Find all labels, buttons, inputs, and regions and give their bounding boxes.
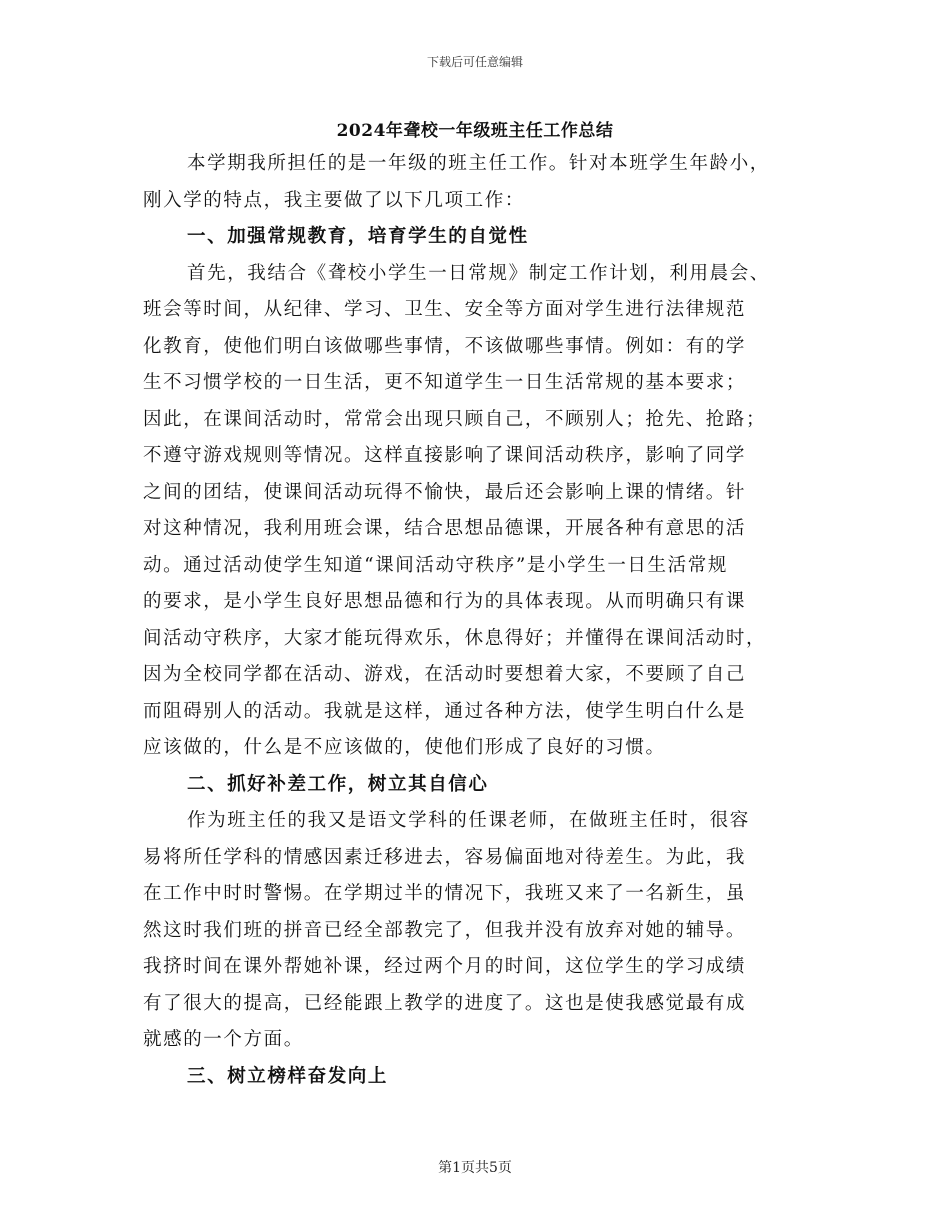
paragraph-line: 本学期我所担任的是一年级的班主任工作。针对本班学生年龄小， — [187, 153, 770, 174]
paragraph-line: 应该做的，什么是不应该做的，使他们形成了良好的习惯。 — [143, 737, 666, 758]
paragraph-line: 作为班主任的我又是语文学科的任课老师，在做班主任时，很容 — [187, 810, 750, 831]
paragraph-line: 易将所任学科的情感因素迁移进去，容易偏面地对待差生。为此，我 — [143, 846, 747, 868]
paragraph-line: 动。通过活动使学生知道“课间活动守秩序”是小学生一日生活常规 — [143, 554, 728, 576]
section-heading: 三、树立榜样奋发向上 — [187, 1065, 389, 1087]
paragraph-line: 因为全校同学都在活动、游戏，在活动时要想着大家，不要顾了自己 — [143, 664, 747, 685]
paragraph-line: 生不习惯学校的一日生活，更不知道学生一日生活常规的基本要求； — [143, 372, 747, 393]
paragraph-line: 的要求，是小学生良好思想品德和行为的具体表现。从而明确只有课 — [143, 591, 747, 612]
paragraph-line: 首先，我结合《聋校小学生一日常规》制定工作计划，利用晨会、 — [187, 262, 770, 284]
paragraph-line: 不遵守游戏规则等情况。这样直接影响了课间活动秩序，影响了同学 — [143, 445, 747, 466]
paragraph-line: 然这时我们班的拼音已经全部教完了，但我并没有放弃对她的辅导。 — [143, 919, 747, 941]
document-body — [143, 146, 808, 1095]
paragraph-line: 而阻碍别人的活动。我就是这样，通过各种方法，使学生明白什么是 — [143, 700, 747, 722]
paragraph-line: 对这种情况，我利用班会课，结合思想品德课，开展各种有意思的活 — [143, 518, 747, 539]
paragraph-line: 间活动守秩序，大家才能玩得欢乐，休息得好；并懂得在课间活动时， — [143, 627, 767, 649]
section-heading: 二、抓好补差工作，树立其自信心 — [187, 773, 489, 795]
paragraph-line: 化教育，使他们明白该做哪些事情，不该做哪些事情。例如：有的学 — [143, 335, 747, 357]
paragraph-line: 有了很大的提高，已经能跟上教学的进度了。这也是使我感觉最有成 — [143, 992, 747, 1014]
document-title: 2024年聋校一年级班主任工作总结 — [336, 121, 614, 141]
page-footer: 第1页共5页 — [438, 1160, 512, 1176]
paragraph-line: 班会等时间，从纪律、学习、卫生、安全等方面对学生进行法律规范 — [143, 299, 747, 320]
paragraph-line: 就感的一个方面。 — [143, 1029, 304, 1050]
paragraph-line: 因此，在课间活动时，常常会出现只顾自己，不顾别人；抢先、抢路； — [143, 408, 767, 430]
paragraph-line: 刚入学的特点，我主要做了以下几项工作： — [143, 189, 525, 211]
section-heading: 一、加强常规教育，培育学生的自觉性 — [187, 226, 529, 247]
paragraph-line: 之间的团结，使课间活动玩得不愉快，最后还会影响上课的情绪。针 — [143, 481, 747, 503]
paragraph-line: 在工作中时时警惕。在学期过半的情况下，我班又来了一名新生，虽 — [143, 883, 747, 904]
paragraph-line: 我挤时间在课外帮她补课，经过两个月的时间，这位学生的学习成绩 — [143, 956, 747, 977]
page-header: 下载后可任意编辑 — [426, 55, 523, 69]
